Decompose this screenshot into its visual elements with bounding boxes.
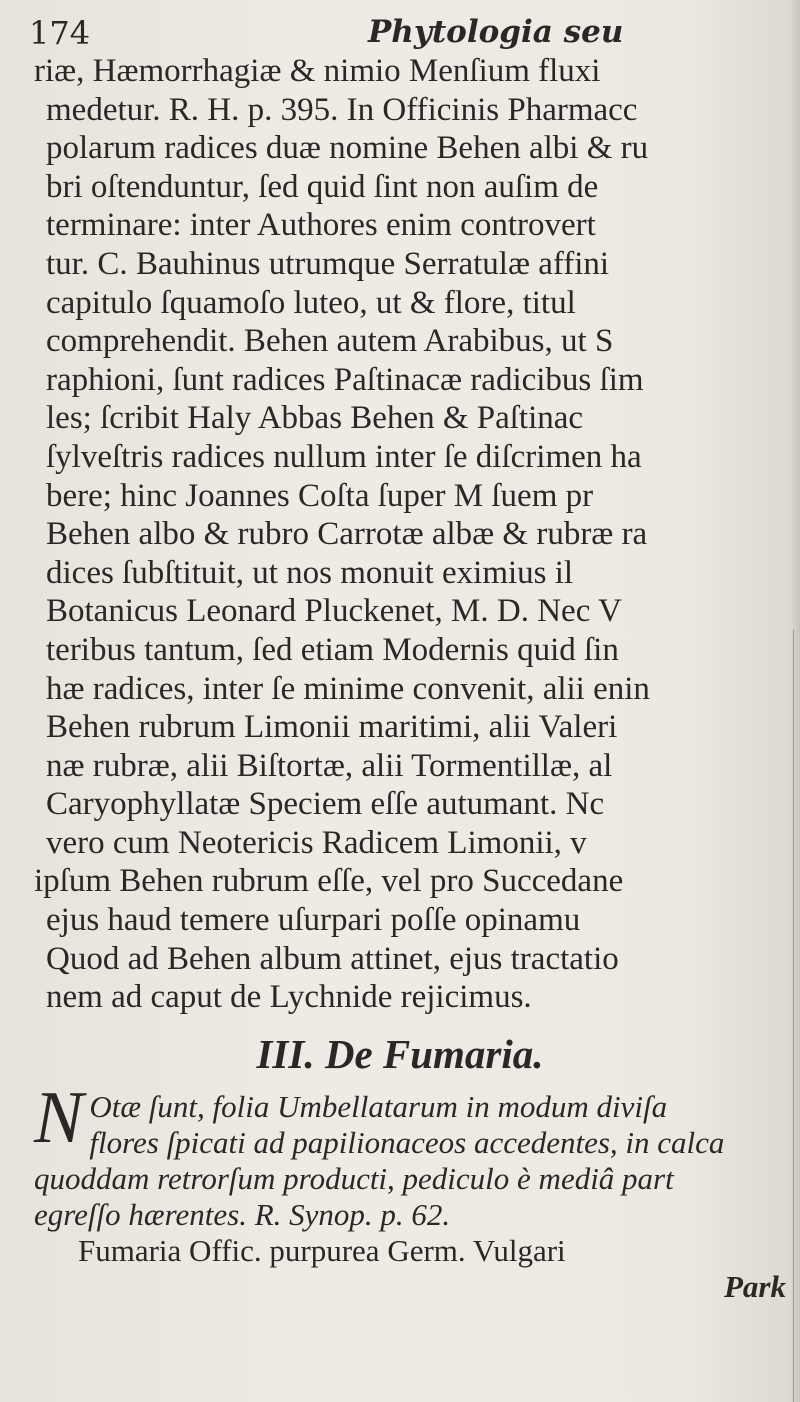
text-line: medetur. R. H. p. 395. In Officinis Pharmacc: [46, 91, 638, 128]
notes-line: egreſſo hærentes. R. Synop. p. 62.: [34, 1197, 451, 1232]
text-line: bere; hinc Joannes Coſta ſuper M ſuem pr: [46, 477, 594, 514]
text-line: capitulo ſquamoſo luteo, ut & flore, titul: [46, 284, 576, 321]
text-line: ſylveſtris radices nullum inter ſe diſcrimen ha: [46, 438, 642, 475]
main-text-block: [34, 52, 794, 1017]
page-header: [0, 14, 800, 54]
text-line: riæ, Hæmorrhagiæ & nimio Menſium fluxi: [34, 53, 601, 89]
text-line: terminare: inter Authores enim controvert: [46, 207, 596, 244]
notes-line: Otæ ſunt, folia Umbellatarum in modum diviſa: [89, 1089, 668, 1124]
text-line: Caryophyllatæ Speciem eſſe autumant. Nc: [46, 786, 605, 823]
text-line: les; ſcribit Haly Abbas Behen & Paſtinac: [46, 400, 584, 437]
text-line: raphioni, ſunt radices Paſtinacæ radicibus ſim: [46, 361, 644, 398]
text-line: Behen albo & rubro Carrotæ albæ & rubræ ra: [46, 516, 648, 553]
notes-line: flores ſpicati ad papilionaceos accedentes, in calca: [89, 1125, 725, 1160]
text-line: bri oſtenduntur, ſed quid ſint non auſim de: [46, 168, 599, 205]
running-title: Phytologia seu: [368, 14, 624, 50]
text-line: nem ad caput de Lychnide rejicimus.: [46, 979, 532, 1016]
section-heading: III. De Fumaria.: [256, 1031, 544, 1077]
catchword: Park: [724, 1269, 786, 1304]
text-line: ejus haud temere uſurpari poſſe opinamu: [46, 902, 581, 939]
text-line: næ rubræ, alii Biſtortæ, alii Tormentillæ, al: [46, 747, 613, 784]
notes-block: [34, 1077, 794, 1305]
text-line: ipſum Behen rubrum eſſe, vel pro Succedane: [34, 863, 624, 900]
drop-cap: N: [34, 1077, 84, 1159]
text-line: teribus tantum, ſed etiam Modernis quid ſin: [46, 631, 619, 668]
text-line: Quod ad Behen album attinet, ejus tractatio: [46, 940, 619, 977]
text-line: hæ radices, inter ſe minime convenit, alii enin: [46, 670, 650, 707]
notes-first-line: [34, 1077, 794, 1161]
text-line: dices ſubſtituit, ut nos monuit eximius il: [46, 554, 574, 591]
text-line: Behen rubrum Limonii maritimi, alii Valeri: [46, 709, 618, 746]
text-line: polarum radices duæ nomine Behen albi & ru: [46, 130, 649, 167]
text-line: tur. C. Bauhinus utrumque Serratulæ affini: [46, 245, 610, 282]
text-line: comprehendit. Behen autem Arabibus, ut S: [46, 323, 614, 360]
notes-line: quoddam retrorſum producti, pediculo è mediâ part: [34, 1161, 674, 1196]
text-line: vero cum Neotericis Radicem Limonii, v: [46, 824, 587, 861]
text-line: Botanicus Leonard Pluckenet, M. D. Nec V: [46, 593, 622, 630]
notes-line: Fumaria Offic. purpurea Germ. Vulgari: [78, 1233, 566, 1268]
page-number: 174: [29, 14, 91, 52]
